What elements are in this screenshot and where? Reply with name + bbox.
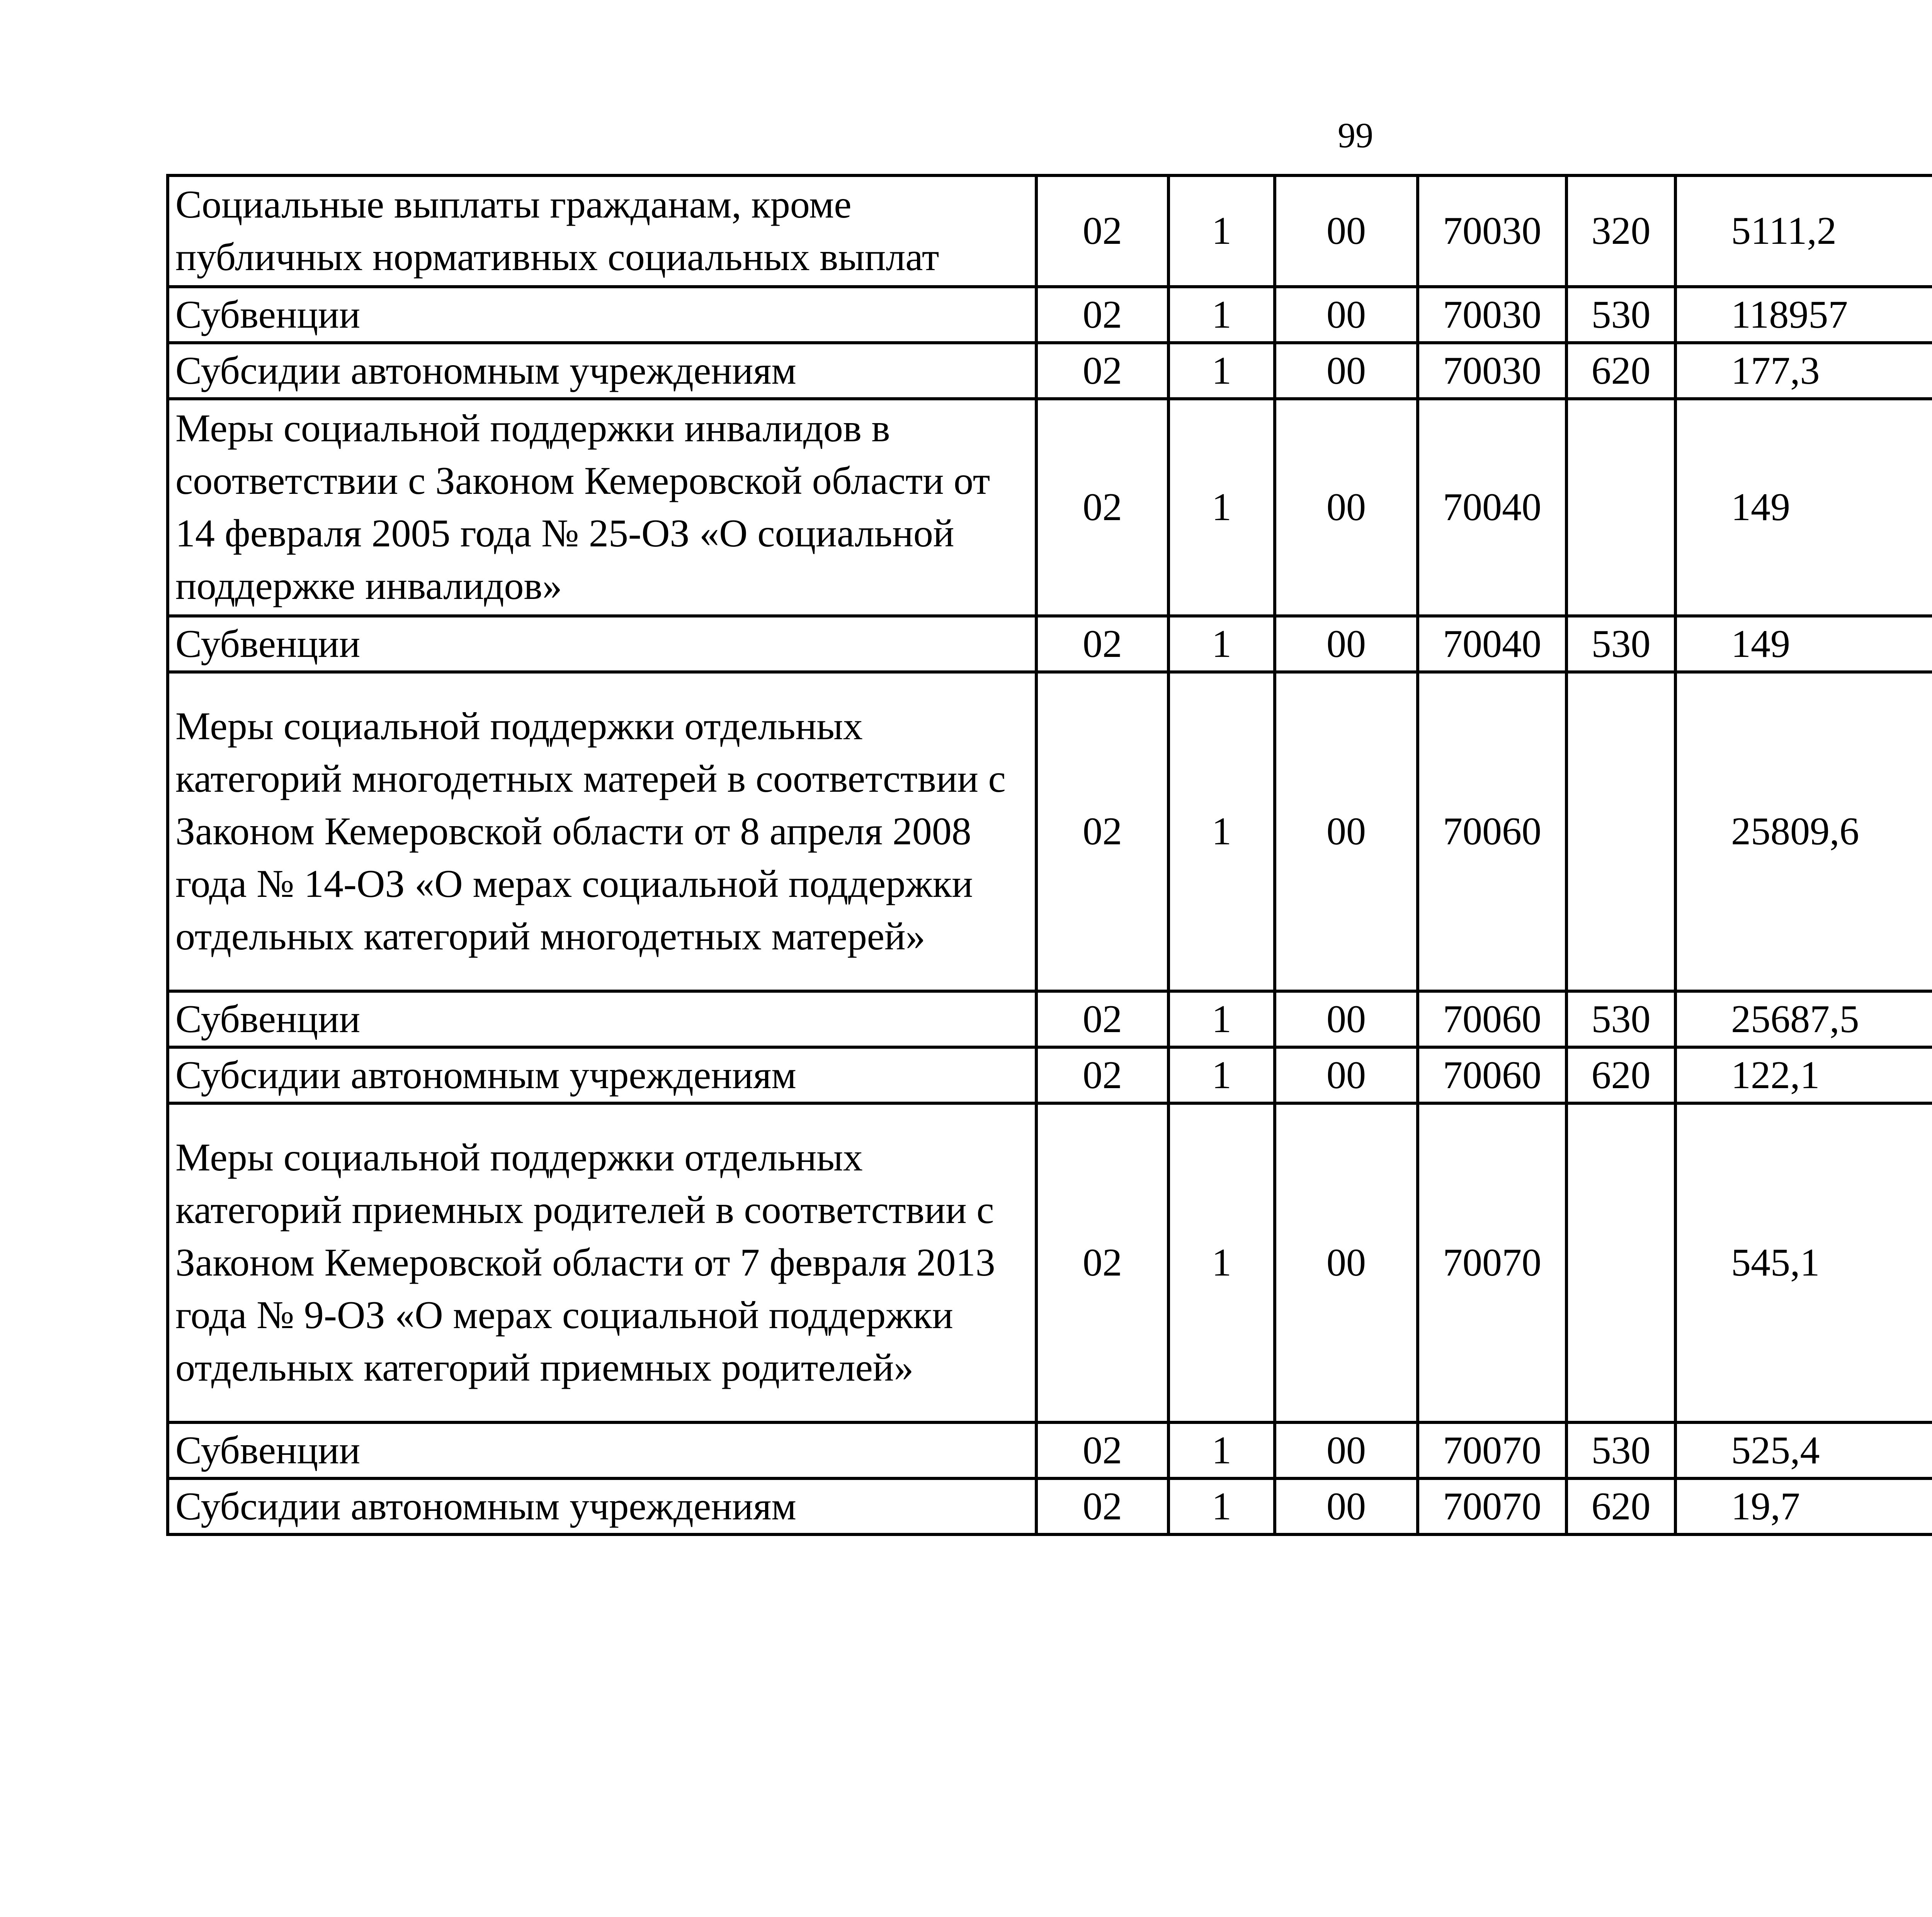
expense-name: Субсидии автономным учреждениям bbox=[168, 343, 1036, 399]
expense-type-code: 530 bbox=[1566, 287, 1675, 343]
direction-code: 70030 bbox=[1418, 343, 1566, 399]
expense-name: Субсидии автономным учреждениям bbox=[168, 1047, 1036, 1103]
subprogram-code: 00 bbox=[1275, 672, 1418, 991]
program-code: 1 bbox=[1168, 287, 1275, 343]
amount-year-1: 149 bbox=[1675, 616, 1932, 672]
table-row bbox=[168, 1047, 1932, 1103]
program-code: 1 bbox=[1168, 175, 1275, 287]
expense-type-code bbox=[1566, 1103, 1675, 1422]
table-row bbox=[168, 175, 1932, 287]
subprogram-code: 00 bbox=[1275, 287, 1418, 343]
direction-code: 70070 bbox=[1418, 1103, 1566, 1422]
table-row bbox=[168, 991, 1932, 1047]
section-code: 02 bbox=[1036, 1422, 1168, 1478]
amount-year-1: 545,1 bbox=[1675, 1103, 1932, 1422]
subprogram-code: 00 bbox=[1275, 343, 1418, 399]
program-code: 1 bbox=[1168, 1103, 1275, 1422]
direction-code: 70030 bbox=[1418, 175, 1566, 287]
subprogram-code: 00 bbox=[1275, 616, 1418, 672]
amount-year-1: 25809,6 bbox=[1675, 672, 1932, 991]
section-code: 02 bbox=[1036, 287, 1168, 343]
amount-year-1: 5111,2 bbox=[1675, 175, 1932, 287]
expense-name: Субвенции bbox=[168, 1422, 1036, 1478]
section-code: 02 bbox=[1036, 1478, 1168, 1534]
table-row bbox=[168, 399, 1932, 616]
expense-type-code bbox=[1566, 672, 1675, 991]
subprogram-code: 00 bbox=[1275, 175, 1418, 287]
expense-type-code: 620 bbox=[1566, 1047, 1675, 1103]
section-code: 02 bbox=[1036, 175, 1168, 287]
page-number: 99 bbox=[1338, 116, 1373, 155]
program-code: 1 bbox=[1168, 343, 1275, 399]
program-code: 1 bbox=[1168, 672, 1275, 991]
table-row bbox=[168, 287, 1932, 343]
program-code: 1 bbox=[1168, 991, 1275, 1047]
expense-type-code: 620 bbox=[1566, 1478, 1675, 1534]
section-code: 02 bbox=[1036, 1047, 1168, 1103]
subprogram-code: 00 bbox=[1275, 1478, 1418, 1534]
expense-name: Субвенции bbox=[168, 616, 1036, 672]
amount-year-1: 19,7 bbox=[1675, 1478, 1932, 1534]
program-code: 1 bbox=[1168, 616, 1275, 672]
program-code: 1 bbox=[1168, 399, 1275, 616]
amount-year-1: 525,4 bbox=[1675, 1422, 1932, 1478]
expense-name: Меры социальной поддержки инвалидов в соответствии с Законом Кемеровской области от 14 февраля 2005 года № 25-ОЗ «О социальной поддержке инвалидов» bbox=[168, 399, 1036, 616]
table-row bbox=[168, 343, 1932, 399]
expense-name: Меры социальной поддержки отдельных категорий многодетных матерей в соответствии с Законом Кемеровской области от 8 апреля 2008 года № 14-ОЗ «О мерах социальной поддержки отдельных категорий многодетных матерей» bbox=[168, 672, 1036, 991]
expense-name: Субвенции bbox=[168, 991, 1036, 1047]
expense-name: Субсидии автономным учреждениям bbox=[168, 1478, 1036, 1534]
expense-type-code: 530 bbox=[1566, 616, 1675, 672]
section-code: 02 bbox=[1036, 399, 1168, 616]
amount-year-1: 177,3 bbox=[1675, 343, 1932, 399]
amount-year-1: 122,1 bbox=[1675, 1047, 1932, 1103]
table-row bbox=[168, 672, 1932, 991]
section-code: 02 bbox=[1036, 672, 1168, 991]
table-row bbox=[168, 616, 1932, 672]
direction-code: 70070 bbox=[1418, 1478, 1566, 1534]
expense-name: Меры социальной поддержки отдельных категорий приемных родителей в соответствии с Законом Кемеровской области от 7 февраля 2013 года № 9-ОЗ «О мерах социальной поддержки отдельных категорий приемных родителей» bbox=[168, 1103, 1036, 1422]
direction-code: 70060 bbox=[1418, 991, 1566, 1047]
expense-type-code: 320 bbox=[1566, 175, 1675, 287]
direction-code: 70060 bbox=[1418, 672, 1566, 991]
section-code: 02 bbox=[1036, 343, 1168, 399]
subprogram-code: 00 bbox=[1275, 399, 1418, 616]
section-code: 02 bbox=[1036, 991, 1168, 1047]
expense-name: Социальные выплаты гражданам, кроме публичных нормативных социальных выплат bbox=[168, 175, 1036, 287]
program-code: 1 bbox=[1168, 1422, 1275, 1478]
direction-code: 70040 bbox=[1418, 399, 1566, 616]
table-row bbox=[168, 1103, 1932, 1422]
budget-table bbox=[166, 174, 1932, 1536]
table-row bbox=[168, 1478, 1932, 1534]
direction-code: 70040 bbox=[1418, 616, 1566, 672]
expense-type-code: 530 bbox=[1566, 991, 1675, 1047]
direction-code: 70070 bbox=[1418, 1422, 1566, 1478]
expense-type-code bbox=[1566, 399, 1675, 616]
amount-year-1: 149 bbox=[1675, 399, 1932, 616]
amount-year-1: 118957 bbox=[1675, 287, 1932, 343]
program-code: 1 bbox=[1168, 1478, 1275, 1534]
subprogram-code: 00 bbox=[1275, 1422, 1418, 1478]
table-row bbox=[168, 1422, 1932, 1478]
subprogram-code: 00 bbox=[1275, 1047, 1418, 1103]
section-code: 02 bbox=[1036, 616, 1168, 672]
subprogram-code: 00 bbox=[1275, 991, 1418, 1047]
amount-year-1: 25687,5 bbox=[1675, 991, 1932, 1047]
direction-code: 70060 bbox=[1418, 1047, 1566, 1103]
expense-name: Субвенции bbox=[168, 287, 1036, 343]
expense-type-code: 530 bbox=[1566, 1422, 1675, 1478]
direction-code: 70030 bbox=[1418, 287, 1566, 343]
expense-type-code: 620 bbox=[1566, 343, 1675, 399]
section-code: 02 bbox=[1036, 1103, 1168, 1422]
program-code: 1 bbox=[1168, 1047, 1275, 1103]
subprogram-code: 00 bbox=[1275, 1103, 1418, 1422]
